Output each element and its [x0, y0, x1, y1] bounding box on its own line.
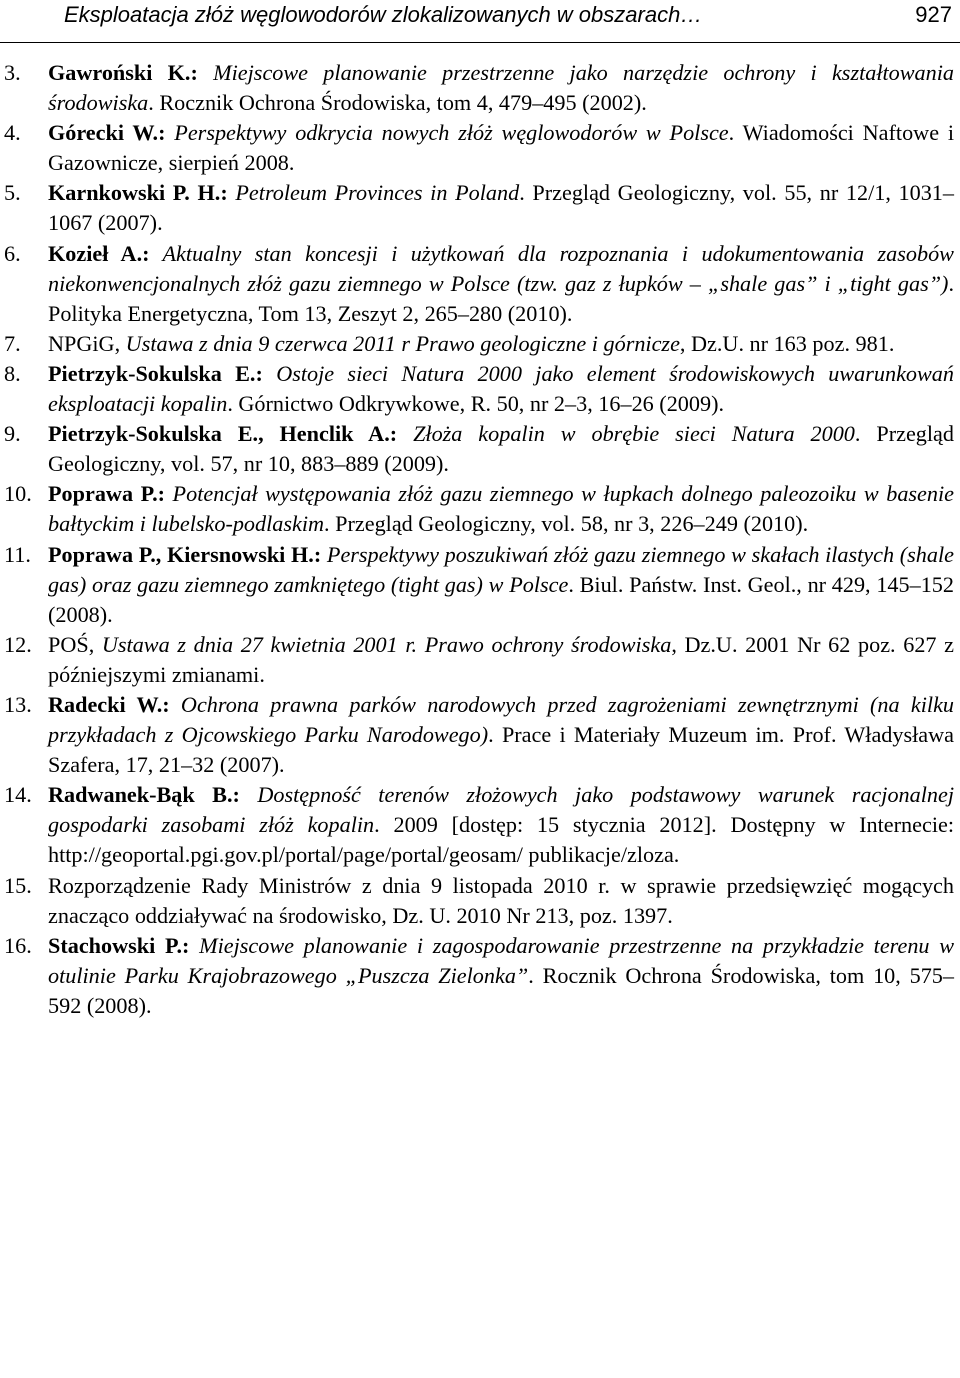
reference-authors: Poprawa P. — [48, 481, 158, 507]
reference-number: 14. — [4, 782, 32, 808]
reference-authors: Pietrzyk-Sokulska E., Henclik A. — [48, 421, 390, 447]
reference-number: 11. — [4, 541, 31, 567]
reference-source: , Dz.U. 2001 Nr 62 poz. 627 z późniejszymi zmianami. — [48, 631, 954, 687]
reference-title: Miejscowe planowanie przestrzenne jako narzędzie ochrony i kształtowania środowiska — [48, 60, 954, 116]
reference-number: 7. — [4, 330, 21, 356]
reference-number: 3. — [4, 60, 21, 85]
reference-item: 10. Poprawa P.: Potencjał występowania złóż gazu ziemnego w łupkach dolnego paleozoiku w basenie bałtyckim i lubelsko-podlaskim. Przegląd Geologiczny, vol. 58, nr 3, 226–249 (2010). — [4, 481, 954, 537]
reference-title: Dostępność terenów złożowych jako podstawowy warunek racjonalnej gospodarki zasobami złóż kopalin — [48, 782, 954, 838]
reference-title: Ustawa z dnia 9 czerwca 2011 r Prawo geologiczne i górnicze — [125, 330, 680, 356]
reference-lead: POŚ, — [48, 631, 102, 657]
reference-source: . Polityka Energetyczna, Tom 13, Zeszyt 2, 265–280 (2010). — [48, 270, 954, 326]
reference-item — [0, 630, 960, 690]
reference-source: . Wiadomości Naftowe i Gazownicze, sierpień 2008. — [48, 120, 954, 176]
reference-item: 6. Kozieł A.: Aktualny stan koncesji i użytkowań dla rozpoznania i udokumentowania zasobów niekonwencjonalnych złóż gazu ziemnego w Polsce (tzw. gaz z łupków – „shale gas” i „tight gas”). Polityka Energetyczna, Tom 13, Zeszyt 2, 265–280 (2010). — [4, 240, 954, 326]
reference-source: . 2009 [dostęp: 15 stycznia 2012]. Dostępny w Internecie: http://geoportal.pgi.gov.pl/portal/page/portal/geosam/ publikacje/zloza. — [48, 812, 954, 868]
reference-authors: Radecki W. — [48, 691, 163, 717]
reference-item: 8. Pietrzyk-Sokulska E.: Ostoje sieci Natura 2000 jako element środowiskowych uwarunkowań eksploatacji kopalin. Górnictwo Odkrywkowe, R. 50, nr 2–3, 16–26 (2009). — [4, 360, 954, 417]
reference-lead: Rozporządzenie Rady Ministrów z dnia 9 listopada 2010 r. w sprawie przedsięwzięć mogących znacząco oddziaływać na środowisko, Dz. U. 2010 Nr 213, poz. 1397. — [48, 872, 954, 928]
reference-number: 6. — [4, 240, 21, 266]
reference-source: . Górnictwo Odkrywkowe, R. 50, nr 2–3, 16–26 (2009). — [227, 391, 725, 417]
reference-title: Ustawa z dnia 27 kwietnia 2001 r. Prawo ochrony środowiska — [101, 631, 672, 657]
reference-source: . Rocznik Ochrona Środowiska, tom 10, 575–592 (2008). — [48, 962, 954, 1018]
reference-item: 3. Gawroński K.: Miejscowe planowanie przestrzenne jako narzędzie ochrony i kształtowania środowiska. Rocznik Ochrona Środowiska, tom 4, 479–495 (2002). — [4, 60, 954, 116]
reference-title: Potencjał występowania złóż gazu ziemnego w łupkach dolnego paleozoiku w basenie bałtyckim i lubelsko-podlaskim — [48, 481, 954, 537]
reference-item: 4. Górecki W.: Perspektywy odkrycia nowych złóż węglowodorów w Polsce. Wiadomości Naftowe i Gazownicze, sierpień 2008. — [4, 120, 954, 176]
reference-title: Ochrona prawna parków narodowych przed zagrożeniami zewnętrznymi (na kilku przykładach z Ojcowskiego Parku Narodowego) — [48, 691, 955, 748]
reference-lead: NPGiG, — [48, 330, 126, 356]
reference-authors: Radwanek-Bąk B. — [48, 782, 233, 808]
reference-number: 16. — [4, 932, 32, 958]
reference-authors: Karnkowski P. H. — [48, 180, 221, 206]
reference-number: 13. — [4, 691, 32, 717]
reference-source: . Przegląd Geologiczny, vol. 58, nr 3, 226–249 (2010). — [324, 511, 809, 537]
reference-authors: Górecki W. — [48, 120, 159, 146]
reference-source: . Rocznik Ochrona Środowiska, tom 4, 479–495 (2002). — [148, 90, 647, 116]
reference-source: . Biul. Państw. Inst. Geol., nr 429, 145–152 (2008). — [48, 571, 954, 627]
reference-item: 13. Radecki W.: Ochrona prawna parków narodowych przed zagrożeniami zewnętrznymi (na kilku przykładach z Ojcowskiego Parku Narodowego). Prace i Materiały Muzeum im. Prof. Władysława Szafera, 17, 21–32 (2007). — [4, 691, 955, 778]
reference-number: 5. — [4, 180, 21, 206]
reference-title: Perspektywy odkrycia nowych złóż węglowodorów w Polsce — [165, 120, 729, 146]
reference-title: Złoża kopalin w obrębie sieci Natura 2000 — [397, 421, 855, 447]
running-title: Eksploatacja złóż węglowodorów zlokalizowanych w obszarach… — [64, 2, 703, 27]
reference-source: . Przegląd Geologiczny, vol. 55, nr 12/1, 1031–1067 (2007). — [48, 180, 954, 236]
reference-item: 16. Stachowski P.: Miejscowe planowanie i zagospodarowanie przestrzenne na przykładzie terenu w otulinie Parku Krajobrazowego „Puszcza Zielonka”. Rocznik Ochrona Środowiska, tom 10, 575–592 (2008). — [4, 932, 954, 1018]
reference-title: Petroleum Provinces in Poland — [227, 180, 520, 206]
reference-title: Ostoje sieci Natura 2000 jako element środowiskowych uwarunkowań eksploatacji kopalin — [48, 360, 954, 417]
reference-authors: Poprawa P., Kiersnowski H. — [48, 541, 314, 567]
reference-number: 15. — [4, 872, 32, 898]
reference-item: 14. Radwanek-Bąk B.: Dostępność terenów złożowych jako podstawowy warunek racjonalnej gospodarki zasobami złóż kopalin. 2009 [dostęp: 15 stycznia 2012]. Dostępny w Internecie: http://geoportal.pgi.gov.pl/portal/page/portal/geosam/ publikacje/zloza. — [4, 782, 954, 868]
reference-source: . Prace i Materiały Muzeum im. Prof. Władysława Szafera, 17, 21–32 (2007). — [48, 722, 954, 778]
reference-list — [0, 58, 960, 1021]
reference-title: Aktualny stan koncesji i użytkowań dla rozpoznania i udokumentowania zasobów niekonwencjonalnych złóż gazu ziemnego w Polsce (tzw. gaz z łupków – „shale gas” i „tight gas”) — [48, 240, 954, 296]
reference-authors: Gawroński K. — [48, 60, 191, 85]
reference-source: , Dz.U. nr 163 poz. 981. — [679, 330, 895, 356]
reference-item: 5. Karnkowski P. H.: Petroleum Provinces in Poland. Przegląd Geologiczny, vol. 55, nr 12/1, 1031–1067 (2007). — [4, 180, 954, 236]
reference-number: 4. — [4, 120, 21, 146]
reference-item — [0, 329, 960, 359]
reference-number: 10. — [4, 481, 32, 507]
reference-number: 8. — [4, 360, 21, 386]
reference-authors: Pietrzyk-Sokulska E. — [48, 360, 256, 386]
reference-authors: Stachowski P. — [48, 932, 183, 958]
page-number: 927 — [915, 2, 952, 27]
reference-title: Perspektywy poszukiwań złóż gazu ziemnego w skałach ilastych (shale gas) oraz gazu ziemnego zamkniętego (tight gas) w Polsce — [48, 541, 954, 597]
reference-item: 9. Pietrzyk-Sokulska E., Henclik A.: Złoża kopalin w obrębie sieci Natura 2000. Przegląd Geologiczny, vol. 57, nr 10, 883–889 (2009). — [4, 421, 954, 477]
reference-item — [0, 871, 960, 931]
reference-number: 9. — [4, 421, 21, 447]
reference-source: . Przegląd Geologiczny, vol. 57, nr 10, 883–889 (2009). — [48, 421, 954, 477]
reference-item: 11. Poprawa P., Kiersnowski H.: Perspektywy poszukiwań złóż gazu ziemnego w skałach ilastych (shale gas) oraz gazu ziemnego zamkniętego (tight gas) w Polsce. Biul. Państw. Inst. Geol., nr 429, 145–152 (2008). — [4, 541, 954, 627]
reference-authors: Kozieł A. — [48, 240, 143, 266]
reference-number: 12. — [4, 631, 32, 657]
reference-title: Miejscowe planowanie i zagospodarowanie przestrzenne na przykładzie terenu w otulinie Parku Krajobrazowego „Puszcza Zielonka” — [48, 932, 954, 988]
running-header — [0, 0, 960, 43]
